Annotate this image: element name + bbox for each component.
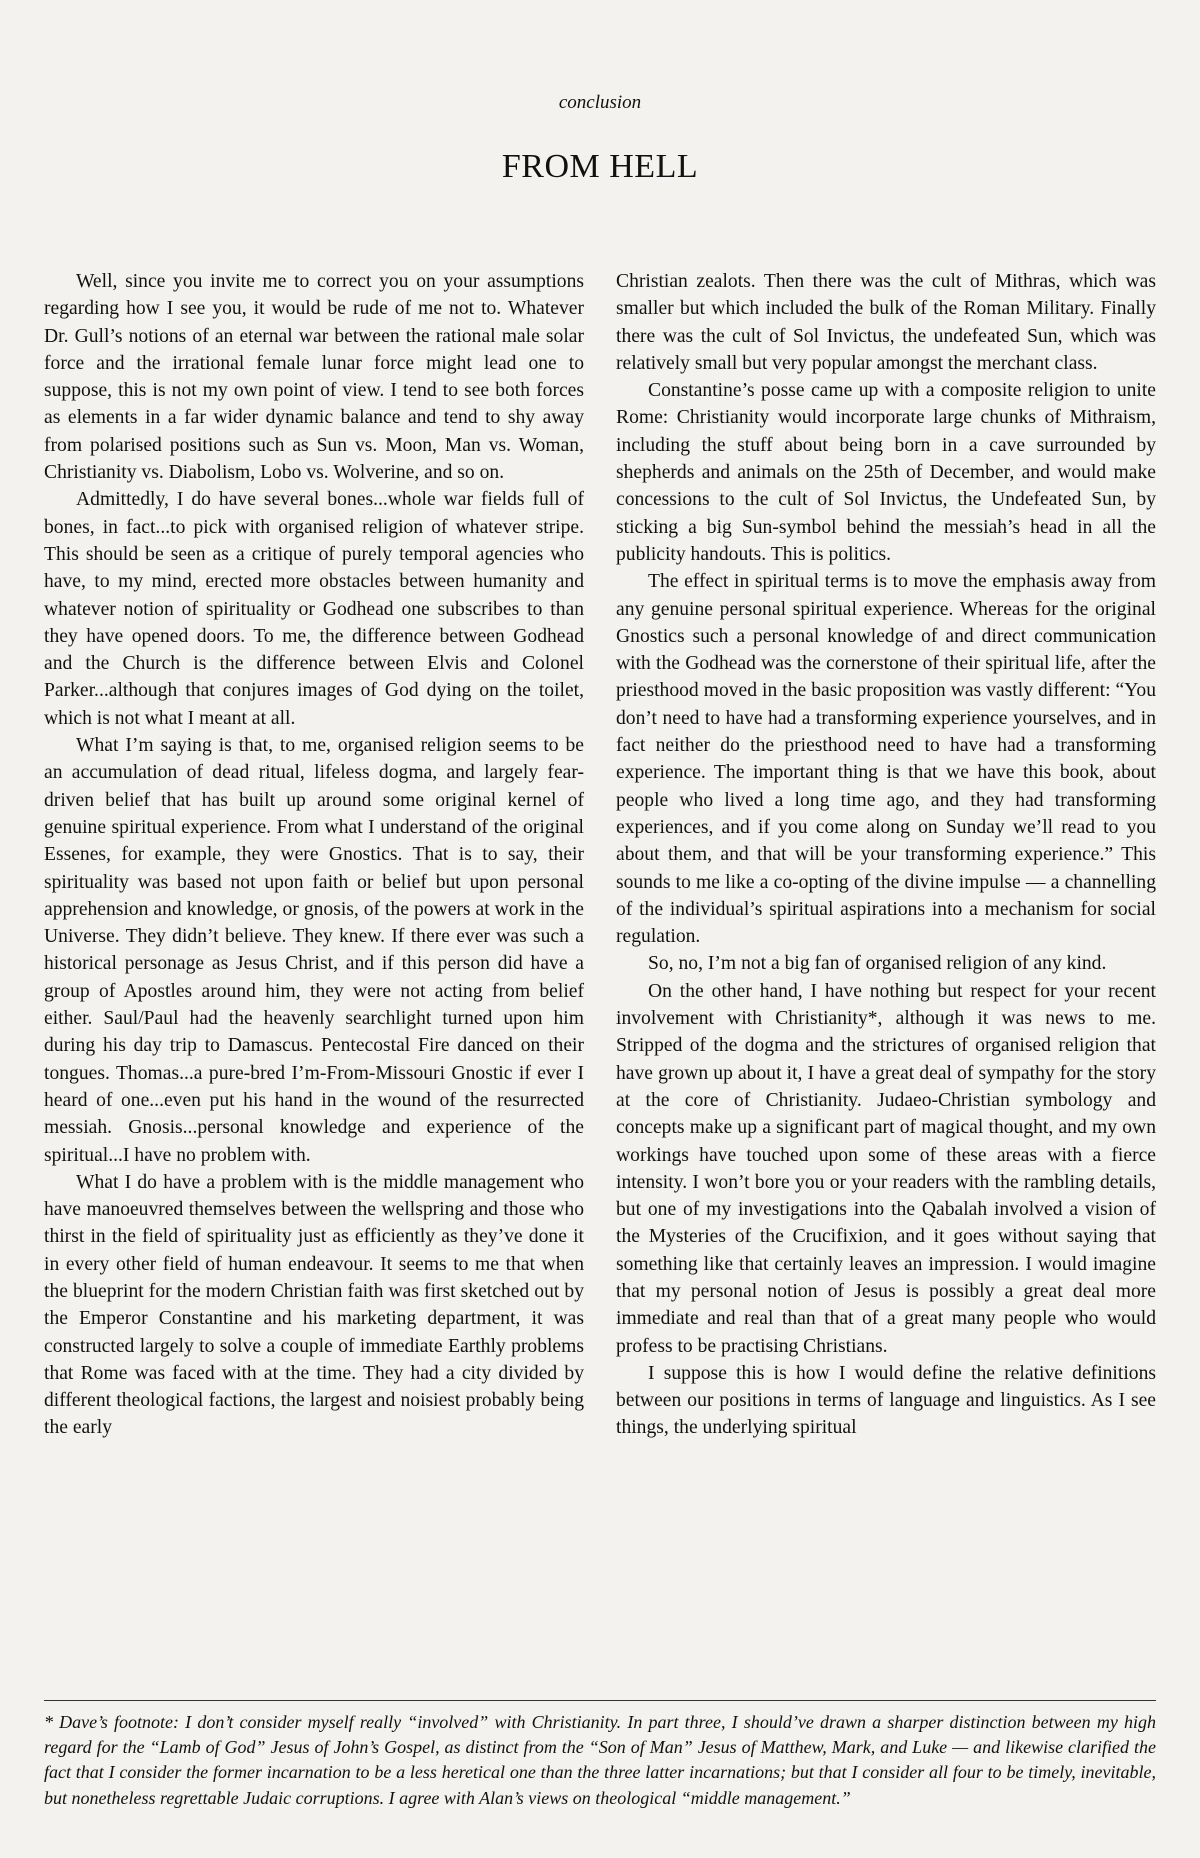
paragraph: Admittedly, I do have several bones...whole war fields full of bones, in fact...to pick with organised religion of whatever stripe. This should be seen as a critique of purely temporal agencies who have, to my mind, erected more obstacles between humanity and whatever notion of spirituality or Godhead one subscribes to than they have opened doors. To me, the difference between Godhead and the Church is the difference between Elvis and Colonel Parker...although that conjures images of God dying on the toilet, which is not what I meant at all. bbox=[44, 489, 584, 729]
paragraph: Christian zealots. Then there was the cult of Mithras, which was smaller but which included the bulk of the Roman Military. Finally there was the cult of Sol Invictus, the undefeated Sun, which was relatively small but very popular amongst the merchant class. bbox=[616, 271, 1156, 374]
paragraph: So, no, I’m not a big fan of organised religion of any kind. bbox=[648, 953, 1107, 975]
article-body bbox=[44, 268, 1156, 1442]
paragraph: On the other hand, I have nothing but respect for your recent involvement with Christianity*, although it was news to me. Stripped of the dogma and the strictures of organised religion that have grown up about it, I have a great deal of sympathy for the story at the core of Christianity. Judaeo-Christian symbology and concepts make up a significant part of magical thought, and my own workings have touched upon some of these areas with a fierce intensity. I won’t bore you or your readers with the rambling details, but one of my investigations into the Qabalah involved a vision of the Mysteries of the Crucifixion, and it goes without saying that something like that certainly leaves an impression. I would imagine that my personal notion of Jesus is possibly a great deal more immediate and real than that of a great many people who would profess to be practising Christians. bbox=[616, 980, 1156, 1357]
paragraph: I suppose this is how I would define the relative definitions between our positions in terms of language and linguistics. As I see things, the underlying spiritual bbox=[616, 1362, 1156, 1439]
footnote-divider bbox=[44, 1700, 1156, 1701]
paragraph: Well, since you invite me to correct you on your assumptions regarding how I see you, it would be rude of me not to. Whatever Dr. Gull’s notions of an eternal war between the rational male solar force and the irrational female lunar force might lead one to suppose, this is not my own point of view. I tend to see both forces as elements in a far wider dynamic balance and tend to shy away from polarised positions such as Sun vs. Moon, Man vs. Woman, Christianity vs. Diabolism, Lobo vs. Wolverine, and so on. bbox=[44, 271, 584, 484]
paragraph: What I’m saying is that, to me, organised religion seems to be an accumulation of dead ritual, lifeless dogma, and largely fear-driven belief that has built up around some original kernel of genuine spiritual experience. From what I understand of the original Essenes, for example, they were Gnostics. That is to say, their spirituality was based not upon faith or belief but upon personal apprehension and knowledge, or gnosis, of the powers at work in the Universe. They didn’t believe. They knew. If there ever was such a historical personage as Jesus Christ, and if this person did have a group of Apostles around him, they were not acting from belief either. Saul/Paul had the heavenly searchlight turned upon him during his day trip to Damascus. Pentecostal Fire danced on their tongues. Thomas...a pure-bred I’m-From-Missouri Gnostic if ever I heard of one...even put his hand in the wound of the resurrected messiah. Gnosis...personal knowledge and experience of the spiritual...I have no problem with. bbox=[44, 735, 584, 1166]
paragraph: What I do have a problem with is the middle management who have manoeuvred themselves between the wellspring and those who thirst in the field of spirituality just as efficiently as they’ve done it in every other field of human endeavour. It seems to me that when the blueprint for the modern Christian faith was first sketched out by the Emperor Constantine and his marketing department, it was constructed largely to solve a couple of immediate Earthly problems that Rome was faced with at the time. They had a city divided by different theological factions, the largest and noisiest probably being the early bbox=[44, 1171, 584, 1439]
left-column bbox=[44, 268, 584, 1442]
paragraph: The effect in spiritual terms is to move the emphasis away from any genuine personal spiritual experience. Whereas for the original Gnostics such a personal knowledge of and direct communication with the Godhead was the cornerstone of their spiritual life, after the priesthood moved in the basic proposition was vastly different: “You don’t need to have had a transforming experience yourselves, and in fact neither do the priesthood need to have had a transforming experience. The important thing is that we have this book, about people who lived a long time ago, and they had transforming experiences, and if you come along on Sunday we’ll read to you about them, and that will be your transforming experience.” This sounds to me like a co-opting of the divine impulse — a channelling of the individual’s spiritual aspirations into a mechanism for social regulation. bbox=[616, 571, 1156, 948]
editor-footnote: * Dave’s footnote: I don’t consider myself really “involved” with Christianity. In part three, I should’ve drawn a sharper distinction between my high regard for the “Lamb of God” Jesus of John’s Gospel, as distinct from the “Son of Man” Jesus of Matthew, Mark, and Luke — and likewise clarified the fact that I consider the former incarnation to be a less heretical one than the three latter incarnations; but that I consider all four to be timely, inevitable, but nonetheless regrettable Judaic corruptions. I agree with Alan’s views on theological “middle management.” bbox=[44, 1712, 1156, 1808]
section-kicker: conclusion bbox=[558, 92, 642, 113]
right-column bbox=[616, 268, 1156, 1442]
paragraph: Constantine’s posse came up with a composite religion to unite Rome: Christianity would incorporate large chunks of Mithraism, including the stuff about being born in a cave surrounded by shepherds and animals on the 25th of December, and would make concessions to the cult of Sol Invictus, the Undefeated Sun, by sticking a big Sun-symbol behind the messiah’s head in all the publicity handouts. This is politics. bbox=[616, 380, 1156, 565]
page-title: FROM HELL bbox=[501, 148, 699, 185]
